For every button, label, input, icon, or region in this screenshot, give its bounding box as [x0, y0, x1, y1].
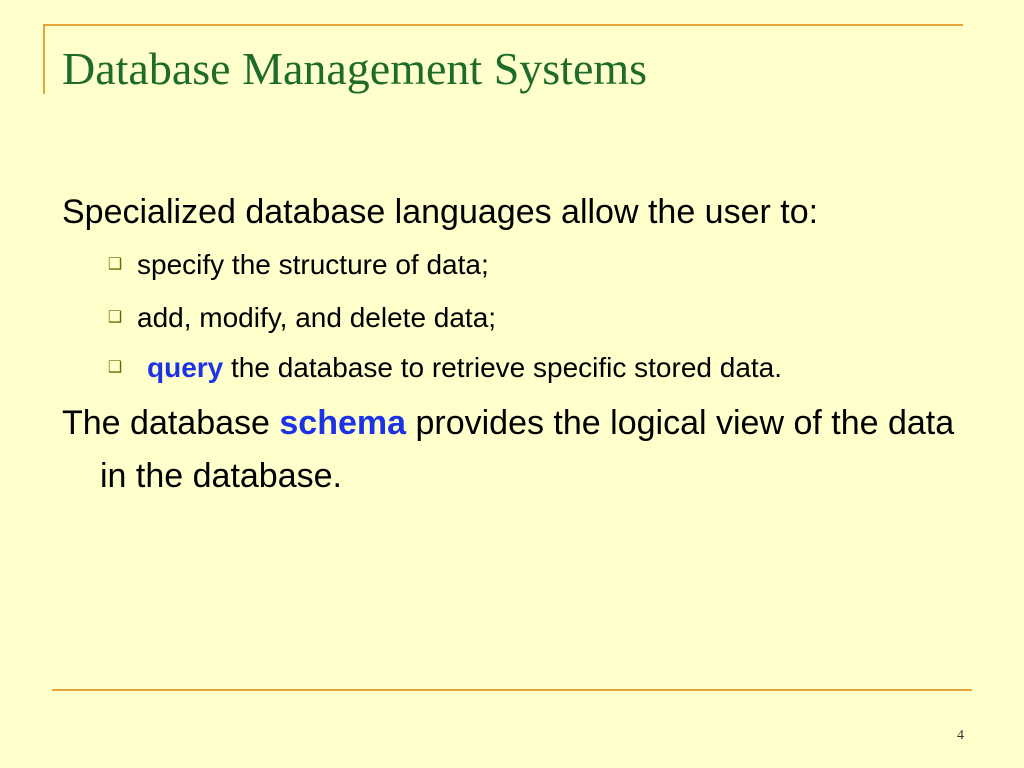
query-keyword: query	[147, 352, 224, 383]
hollow-square-bullet-icon: ❑	[107, 256, 123, 273]
bullet-item-query	[107, 347, 907, 389]
bullet-item-structure	[107, 241, 907, 289]
footer-divider	[52, 689, 972, 691]
slide-body	[62, 186, 962, 503]
page-number: 4	[957, 728, 964, 743]
slide-title: Database Management Systems	[62, 43, 648, 94]
schema-text-before: The database	[62, 404, 280, 442]
title-frame-left-line	[43, 24, 45, 94]
schema-text-after: provides the logical view of the data in the database.	[100, 404, 955, 495]
bullet-item-modify	[107, 294, 907, 342]
title-frame-top-line	[43, 24, 963, 26]
schema-keyword: schema	[279, 404, 407, 442]
bullet-text: add, modify, and delete data;	[137, 302, 497, 333]
hollow-square-bullet-icon: ❑	[107, 309, 123, 326]
intro-paragraph: Specialized database languages allow the user to:	[62, 193, 819, 231]
schema-paragraph	[62, 397, 962, 503]
bullet-text: the database to retrieve specific stored data.	[223, 352, 783, 383]
hollow-square-bullet-icon: ❑	[107, 359, 123, 376]
bullet-text: specify the structure of data;	[137, 249, 489, 280]
bullet-list	[62, 241, 962, 389]
